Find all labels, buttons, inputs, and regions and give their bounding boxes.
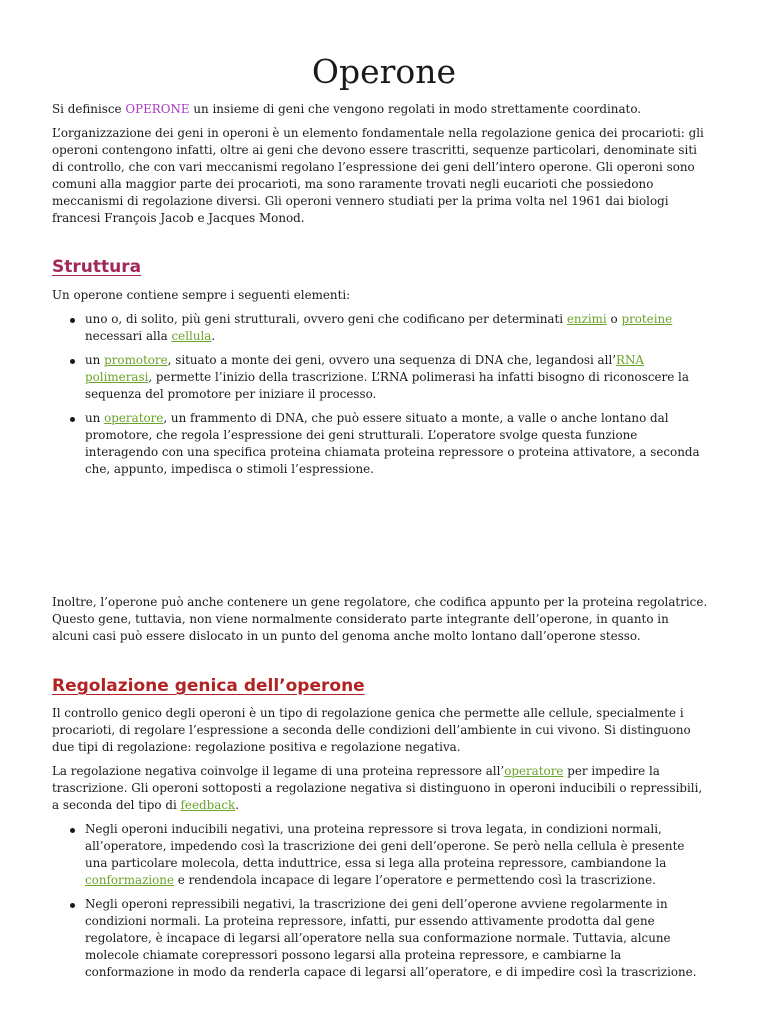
struttura-list [52, 311, 708, 478]
list-item: Negli operoni repressibili negativi, la trascrizione dei geni dell’operone avviene regolarmente in condizioni normali. La proteina repressore, infatti, pur essendo attivamente prodotta dal gene regolatore, è incapace di legarsi all’operatore nella sua conformazione normale. Tuttavia, alcune molecole chiamate corepressori possono legarsi alla proteina repressore, e cambiarne la conformazione in modo da renderla capace di legarsi all’operatore, e di impedire così la trascrizione. [52, 896, 708, 981]
link-promotore[interactable]: promotore [104, 353, 168, 367]
organization-paragraph: L’organizzazione dei geni in operoni è un elemento fondamentale nella regolazione genica dei procarioti: gli operoni contengono infatti, oltre ai geni che devono essere trascritti, sequenze particolari, denominate siti di controllo, che con vari meccanismi regolano l’espressione dei geni dell’intero operone. Gli operoni sono comuni alla maggior parte dei procarioti, ma sono raramente trovati negli eucarioti che possiedono meccanismi di regolazione diversi. Gli operoni vennero studiati per la prima volta nel 1961 dai biologi francesi François Jacob e Jacques Monod. [52, 126, 704, 225]
page-title: Operone [311, 52, 457, 91]
regolazione-paragraph: Il controllo genico degli operoni è un tipo di regolazione genica che permette alle cellule, specialmente i procarioti, di regolare l’espressione a seconda delle condizioni dell’ambiente in cui vivono. Si distinguono due tipi di regolazione: regolazione positiva e regolazione negativa. [52, 706, 691, 754]
intro-paragraph [52, 101, 708, 118]
link-proteine[interactable]: proteine [621, 312, 673, 326]
list-item: Negli operoni inducibili negativi, una proteina repressore si trova legata, in condizioni normali, all’operatore, impedendo così la trascrizione dei geni dell’operone. Se però nella cellula è presente una particolare molecola, detta induttrice, essa si lega alla proteina repressore, cambiandone la conformazione e rendendola incapace di legare l’operatore e permettendo così la trascrizione. [52, 821, 708, 889]
link-cellula[interactable]: cellula [171, 329, 212, 343]
regulator-gene-paragraph: Inoltre, l’operone può anche contenere un gene regolatore, che codifica appunto per la proteina regolatrice. Questo gene, tuttavia, non viene normalmente considerato parte integrante dell’operone, in quanto in alcuni casi può essere dislocato in un punto del genoma anche molto lontano dall’operone stesso. [52, 595, 708, 643]
link-rna-polimerasi[interactable]: RNA polimerasi [85, 353, 644, 384]
intro-text-post: un insieme di geni che vengono regolati in modo strettamente coordinato. [189, 102, 642, 116]
negative-regulation-paragraph: La regolazione negativa coinvolge il legame di una proteina repressore all’operatore per impedire la trascrizione. Gli operoni sottoposti a regolazione negativa si distinguono in operoni inducibili o repressibili, a seconda del tipo di feedback. [52, 764, 703, 812]
regolazione-list [52, 821, 708, 981]
operone-keyword: OPERONE [125, 102, 190, 116]
intro-text-pre: Si definisce [52, 102, 126, 116]
heading-struttura: Struttura [52, 257, 142, 277]
list-item: un operatore, un frammento di DNA, che può essere situato a monte, a valle o anche lontano dal promotore, che regola l’espressione dei geni strutturali. L’operatore svolge questa funzione interagendo con una specifica proteina chiamata proteina repressore o proteina attivatore, a seconda che, appunto, impedisca o stimoli l’espressione. [52, 410, 708, 478]
link-enzimi[interactable]: enzimi [566, 312, 607, 326]
link-feedback[interactable]: feedback [180, 798, 236, 812]
list-item: un promotore, situato a monte dei geni, ovvero una sequenza di DNA che, legandosi all’RNA polimerasi, permette l’inizio della trascrizione. L’RNA polimerasi ha infatti bisogno di riconoscere la sequenza del promotore per iniziare il processo. [52, 352, 708, 403]
list-item: uno o, di solito, più geni strutturali, ovvero geni che codificano per determinati enzimi o proteine necessari alla cellula. [52, 311, 708, 345]
struttura-lead: Un operone contiene sempre i seguenti elementi: [52, 288, 351, 302]
link-conformazione[interactable]: conformazione [85, 873, 175, 887]
link-operatore-2[interactable]: operatore [504, 764, 564, 778]
heading-regolazione: Regolazione genica dell’operone [52, 676, 365, 696]
link-operatore[interactable]: operatore [104, 411, 164, 425]
